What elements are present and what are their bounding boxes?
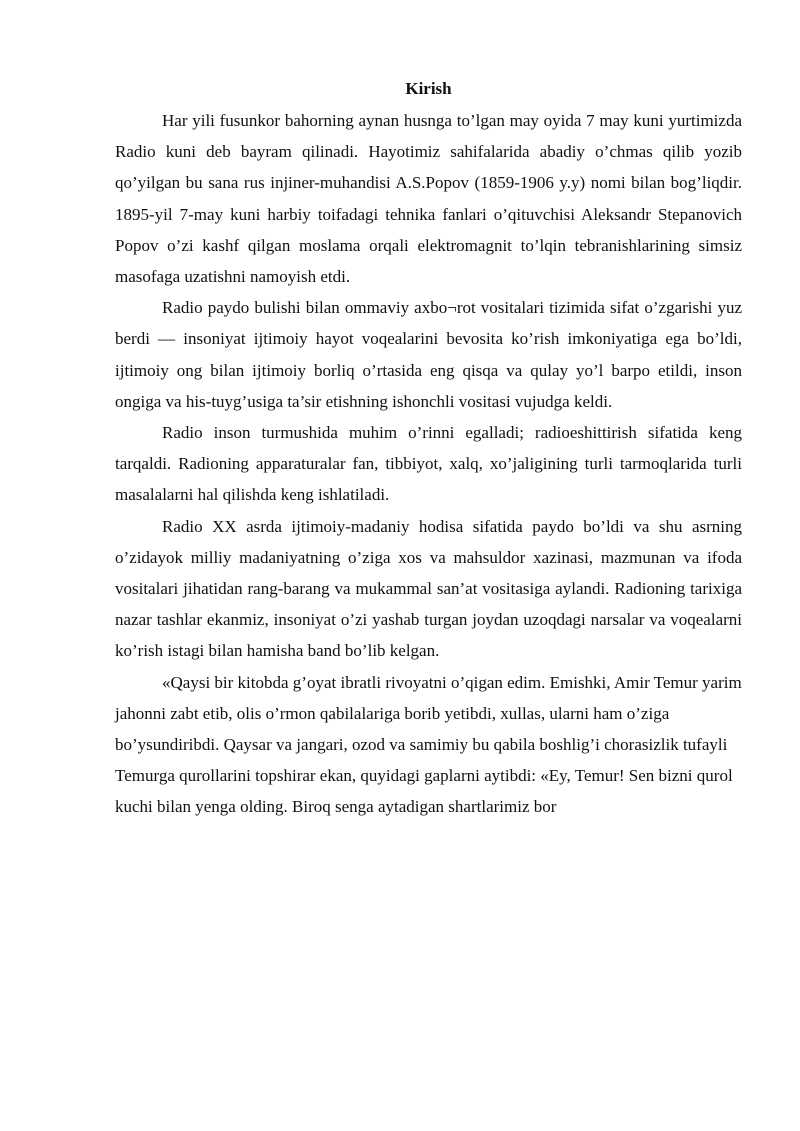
paragraph-temur-story: «Qaysi bir kitobda g’oyat ibratli rivoyatni o’qigan edim. Emishki, Amir Temur yarim jahonni zabt etib, olis o’rmon qabilalariga borib yetibdi, xullas, ularni ham o’ziga bo’ysundiribdi. Qaysar va jangari, ozod va samimiy bu qabila boshlig’i chorasizlik tufayli Temurga qurollarini topshirar ekan, quyidagi gaplarni aytibdi: «Ey, Temur! Sen bizni qurol kuchi bilan yenga olding. Biroq senga aytadigan shartlarimiz bor [115,672,742,817]
paragraph-radio-usage: Radio inson turmushida muhim o’rinni egalladi; radioeshittirish sifatida keng tarqaldi. Radioning apparaturalar fan, tibbiyot, xalq, xo’jaligining turli tarmoqlarida turli masalalarni hal qilishda keng ishlatiladi. [115,423,742,505]
paragraph-mass-media: Radio paydo bulishi bilan ommaviy axbo¬rot vositalari tizimida sifat o’zgarishi yuz berdi — insoniyat ijtimoiy hayot voqealarini bevosita ko’rish imkoniyatiga ega bo’ldi, ijtimoiy ong bilan ijtimoiy borliq o’rtasida eng qisqa va qulay yo’l barpo etildi, inson ongiga va his-tuyg’usiga ta’sir etishning ishonchli vositasi vujudga keldi. [115,298,742,411]
page-title: Kirish [405,79,452,98]
paragraph-radio-day: Har yili fusunkor bahorning aynan husnga to’lgan may oyida 7 may kuni yurtimizda Radio kuni deb bayram qilinadi. Hayotimiz sahifalarida abadiy o’chmas qilib yozib qo’yilgan bu sana rus injiner-muhandisi A.S.Popov (1859-1906 y.y) nomi bilan bog’liqdir. 1895-yil 7-may kuni harbiy toifadagi tehnika fanlari o’qituvchisi Aleksandr Stepanovich Popov o’zi kashf qilgan moslama orqali elektromagnit to’lqin tebranishlarining simsiz masofaga uzatishni namoyish etdi. [115,111,742,287]
paragraph-radio-history: Radio XX asrda ijtimoiy-madaniy hodisa sifatida paydo bo’ldi va shu asrning o’zidayok milliy madaniyatning o’ziga xos va mahsuldor xazinasi, mazmunan va ifoda vositalari jihatidan rang-barang va mukammal san’at vositasiga aylandi. Radioning tarixiga nazar tashlar ekanmiz, insoniyat o’zi yashab turgan joydan uzoqdagi narsalar va voqealarni ko’rish istagi bilan hamisha band bo’lib kelgan. [115,516,742,661]
document-page [115,74,742,823]
